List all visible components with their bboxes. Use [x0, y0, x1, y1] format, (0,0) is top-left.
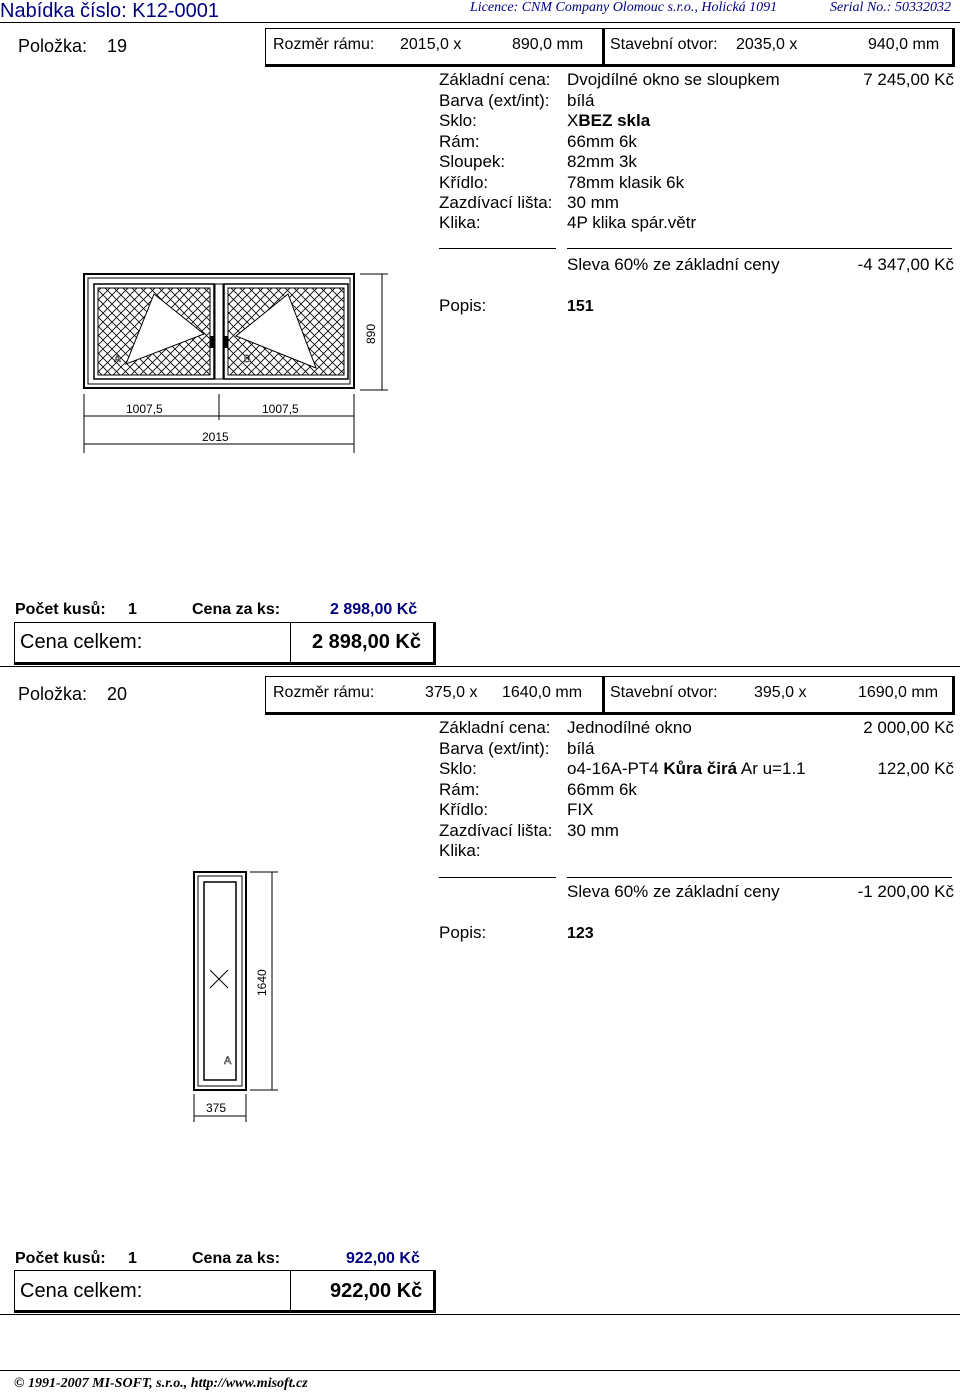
- mark-a: A: [224, 1055, 232, 1067]
- spec-value: Jednodílné okno: [567, 718, 692, 737]
- width-dim: 2015: [202, 430, 229, 444]
- mark-a: A: [114, 354, 121, 365]
- spec-key: Barva (ext/int):: [439, 739, 550, 758]
- qty-label: Počet kusů:: [15, 601, 106, 618]
- unit-price: 922,00 Kč: [346, 1250, 420, 1267]
- spec-key: Sloupek:: [439, 152, 506, 171]
- base-price: 2 000,00 Kč: [863, 718, 954, 737]
- base-price: 7 245,00 Kč: [863, 70, 954, 89]
- copyright: © 1991-2007 MI-SOFT, s.r.o., http://www.misoft.cz: [14, 1376, 308, 1391]
- frame-height: 890,0 mm: [512, 36, 584, 53]
- serial-number: Serial No.: 50332032: [830, 0, 951, 15]
- total-divider: [290, 622, 291, 665]
- opening-size-label: Stavební otvor:: [610, 36, 718, 53]
- spec-value: 66mm 6k: [567, 132, 637, 151]
- discount-label: Sleva 60% ze základní ceny: [567, 255, 780, 274]
- unit-price-label: Cena za ks:: [192, 601, 281, 618]
- spec-value: 30 mm: [567, 821, 619, 840]
- frame-size-label: Rozměr rámu:: [273, 36, 375, 53]
- spec-key: Základní cena:: [439, 70, 551, 89]
- item-number: 20: [107, 684, 128, 704]
- unit-price: 2 898,00 Kč: [330, 601, 418, 618]
- glass-prefix: X: [567, 111, 579, 130]
- glass-type: BEZ skla: [578, 111, 651, 130]
- window-drawing: [76, 268, 396, 458]
- spec-key: Klika:: [439, 841, 481, 860]
- spec-key: Rám:: [439, 780, 480, 799]
- sash2-dim: 1007,5: [262, 402, 299, 416]
- window-drawing: [188, 866, 288, 1126]
- spec-key: Rám:: [439, 132, 480, 151]
- discount-value: -1 200,00 Kč: [857, 882, 954, 901]
- spec-value: bílá: [567, 91, 595, 110]
- note-value: 151: [567, 298, 594, 315]
- qty-value: 1: [128, 1250, 137, 1267]
- glass-suffix: Ar u=1.1: [737, 759, 806, 778]
- spec-key: Křídlo:: [439, 800, 489, 819]
- item-label: Položka:: [18, 684, 88, 704]
- note-value: 123: [567, 925, 594, 942]
- separator: [567, 248, 952, 249]
- spec-key: Sklo:: [439, 111, 477, 130]
- spec-key: Zazdívací lišta:: [439, 193, 553, 212]
- total-divider: [290, 1270, 291, 1313]
- qty-value: 1: [128, 601, 137, 618]
- spec-value-glass: [567, 111, 650, 131]
- unit-price-label: Cena za ks:: [192, 1250, 281, 1267]
- glass-price: 122,00 Kč: [877, 759, 954, 778]
- item-label: Položka:: [18, 36, 88, 56]
- total-value: 2 898,00 Kč: [312, 631, 421, 653]
- opening-height: 1690,0 mm: [858, 684, 939, 701]
- footer-rule: [0, 1370, 960, 1371]
- opening-width: 2035,0 x: [736, 36, 798, 53]
- spec-value: 30 mm: [567, 193, 619, 212]
- discount-value: -4 347,00 Kč: [857, 255, 954, 274]
- mark-b: B: [244, 354, 251, 365]
- spec-key: Základní cena:: [439, 718, 551, 737]
- opening-height: 940,0 mm: [868, 36, 940, 53]
- spec-value-glass: [567, 759, 806, 779]
- spec-value: 66mm 6k: [567, 780, 637, 799]
- item-separator: [0, 666, 960, 667]
- separator: [439, 877, 556, 878]
- discount-label: Sleva 60% ze základní ceny: [567, 882, 780, 901]
- total-label: Cena celkem:: [20, 631, 143, 653]
- height-dim: 1640: [255, 969, 269, 996]
- note-label: Popis:: [439, 296, 487, 315]
- spec-value: FIX: [567, 800, 594, 819]
- width-dim: 375: [206, 1101, 227, 1115]
- frame-width: 375,0 x: [425, 684, 478, 701]
- spec-key: Sklo:: [439, 759, 477, 778]
- opening-width: 395,0 x: [754, 684, 807, 701]
- spec-value: 4P klika spár.větr: [567, 213, 697, 232]
- spec-key: Klika:: [439, 213, 481, 232]
- header-rule: [0, 22, 960, 23]
- frame-width: 2015,0 x: [400, 36, 462, 53]
- opening-size-label: Stavební otvor:: [610, 684, 718, 701]
- spec-key: Zazdívací lišta:: [439, 821, 553, 840]
- item-separator: [0, 1314, 960, 1315]
- spec-value: 78mm klasik 6k: [567, 173, 685, 192]
- frame-size-label: Rozměr rámu:: [273, 684, 375, 701]
- height-dim: 890: [364, 323, 378, 344]
- qty-label: Počet kusů:: [15, 1250, 106, 1267]
- spec-value: 82mm 3k: [567, 152, 637, 171]
- glass-prefix: o4-16A-PT4: [567, 759, 664, 778]
- total-label: Cena celkem:: [20, 1280, 143, 1302]
- total-value: 922,00 Kč: [330, 1280, 423, 1302]
- sash1-dim: 1007,5: [126, 402, 163, 416]
- spec-key: Barva (ext/int):: [439, 91, 550, 110]
- note-label: Popis:: [439, 923, 487, 942]
- spec-value: bílá: [567, 739, 595, 758]
- offer-number: Nabídka číslo: K12-0001: [0, 0, 220, 22]
- frame-height: 1640,0 mm: [502, 684, 583, 701]
- licence-text: Licence: CNM Company Olomouc s.r.o., Holická 1091: [470, 0, 778, 15]
- spec-value: Dvojdílné okno se sloupkem: [567, 70, 780, 89]
- separator: [567, 877, 952, 878]
- spec-key: Křídlo:: [439, 173, 489, 192]
- item-number: 19: [107, 36, 128, 56]
- separator: [439, 248, 556, 249]
- glass-type: Kůra čirá: [663, 759, 738, 778]
